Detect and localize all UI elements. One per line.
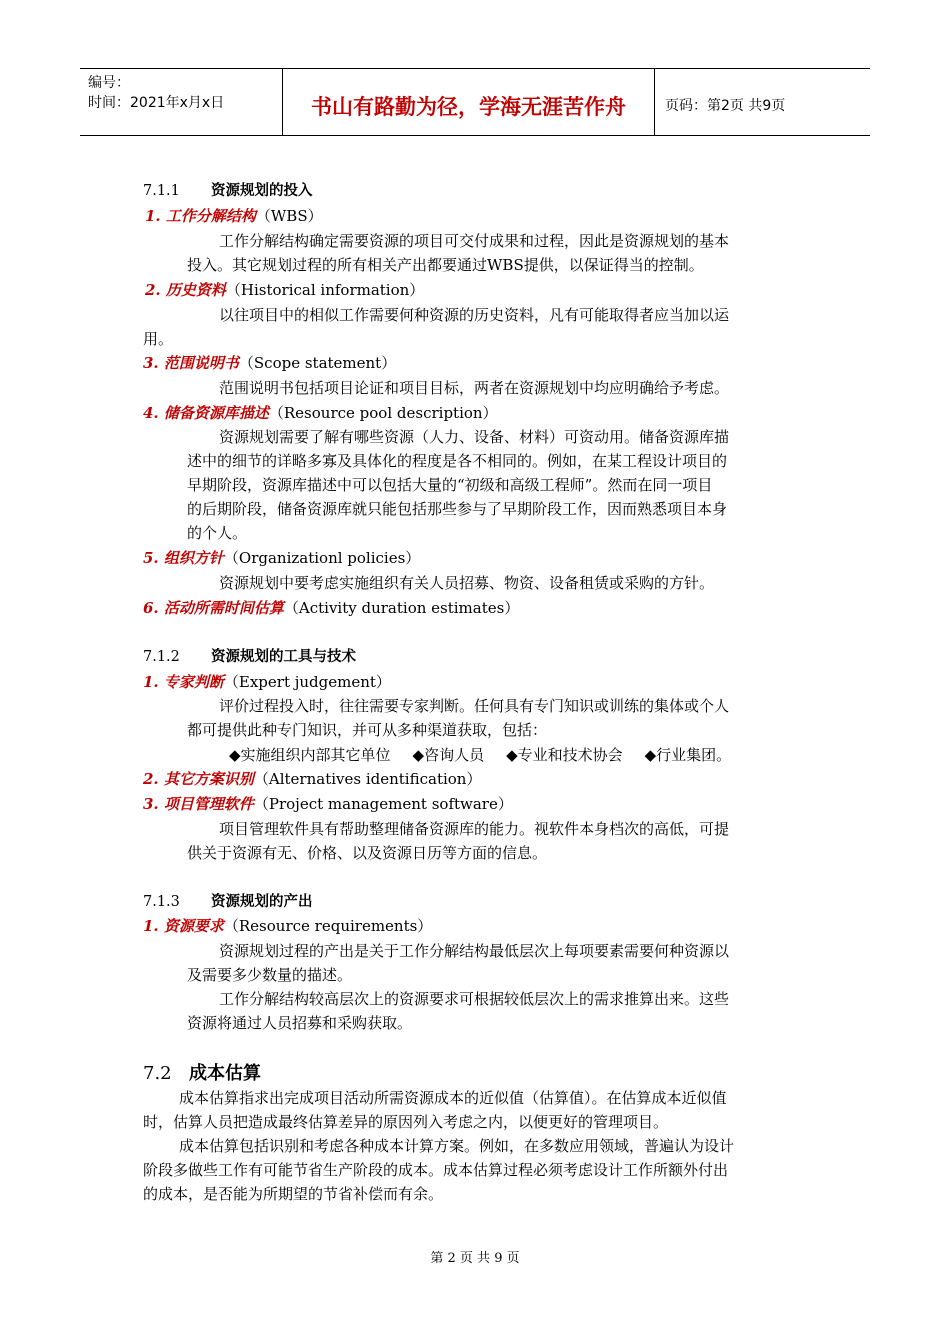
bullet-item: ◆行业集团。	[644, 746, 732, 764]
subsection-title: 资源规划的投入	[211, 182, 313, 199]
item-pm-software	[143, 793, 513, 815]
item-title: 2. 其它方案识别	[143, 770, 254, 788]
paragraph-line: 阶段多做些工作有可能节省生产阶段的成本。成本估算过程必须考虑设计工作所额外付出	[143, 1161, 729, 1179]
item-english: （Organizationl policies）	[223, 549, 421, 567]
page-header	[80, 68, 870, 136]
item-title: 1. 专家判断	[143, 673, 224, 691]
item-resource-pool	[143, 402, 498, 424]
subsection-title: 资源规划的产出	[211, 893, 313, 910]
item-english: （Resource requirements）	[223, 917, 433, 935]
paragraph-line: 资源规划需要了解有哪些资源（人力、设备、材料）可资动用。储备资源库描	[219, 428, 730, 446]
paragraph-line: 都可提供此种专门知识，并可从多种渠道获取，包括：	[187, 721, 548, 739]
item-english: （Scope statement）	[238, 354, 397, 372]
subsection-number: 7.1.1	[143, 183, 180, 199]
paragraph-line: 成本估算指求出完成项目活动所需资源成本的近似值（估算值）。在估算成本近似值	[179, 1089, 727, 1107]
item-title: 2. 历史资料	[145, 281, 226, 299]
paragraph-line: 项目管理软件具有帮助整理储备资源库的能力。视软件本身档次的高低，可提	[219, 820, 730, 838]
item-policies	[143, 547, 420, 569]
item-title: 6. 活动所需时间估算	[143, 599, 284, 617]
section-heading-7-2	[143, 1061, 261, 1087]
paragraph-line: 投入。其它规划过程的所有相关产出都要通过WBS提供，以保证得当的控制。	[187, 256, 704, 274]
paragraph-line: 工作分解结构确定需要资源的项目可交付成果和过程，因此是资源规划的基本	[219, 232, 730, 250]
paragraph-line: 范围说明书包括项目论证和项目目标，两者在资源规划中均应明确给予考虑。	[219, 379, 730, 397]
subsection-title: 资源规划的工具与技术	[211, 648, 356, 665]
paragraph-line: 述中的细节的详略多寡及具体化的程度是各不相同的。例如，在某工程设计项目的	[187, 452, 728, 470]
paragraph-line: 早期阶段，资源库描述中可以包括大量的“初级和高级工程师”。然而在同一项目	[187, 476, 713, 494]
item-title: 4. 储备资源库描述	[143, 404, 269, 422]
paragraph-line: 资源规划过程的产出是关于工作分解结构最低层次上每项要素需要何种资源以	[219, 942, 730, 960]
subsection-heading-7-1-2	[143, 646, 356, 668]
header-motto: 书山有路勤为径，学海无涯苦作舟	[283, 69, 655, 135]
paragraph-line: 资源规划中要考虑实施组织有关人员招募、物资、设备租赁或采购的方针。	[219, 574, 715, 592]
item-expert	[143, 671, 391, 693]
item-wbs	[145, 205, 323, 227]
item-english: （Historical information）	[225, 281, 425, 299]
bullet-item: ◆咨询人员	[412, 746, 485, 764]
subsection-number: 7.1.3	[143, 894, 180, 910]
paragraph-line: 供关于资源有无、价格、以及资源日历等方面的信息。	[187, 844, 548, 862]
bullet-list	[229, 744, 753, 766]
item-english: （Project management software）	[253, 795, 513, 813]
paragraph-line: 评价过程投入时，往往需要专家判断。任何具有专门知识或训练的集体或个人	[219, 697, 730, 715]
paragraph-line: 资源将通过人员招募和采购获取。	[187, 1014, 413, 1032]
paragraph-line: 的成本，是否能为所期望的节省补偿而有余。	[143, 1185, 444, 1203]
item-historical	[145, 279, 424, 301]
paragraph-line: 工作分解结构较高层次上的资源要求可根据较低层次上的需求推算出来。这些	[219, 990, 730, 1008]
item-resource-requirements	[143, 915, 432, 937]
paragraph-line: 以往项目中的相似工作需要何种资源的历史资料，凡有可能取得者应当加以运	[219, 306, 730, 324]
paragraph-line: 成本估算包括识别和考虑各种成本计算方案。例如，在多数应用领域，普遍认为设计	[179, 1137, 735, 1155]
item-scope	[143, 352, 396, 374]
item-title: 3. 项目管理软件	[143, 795, 254, 813]
subsection-number: 7.1.2	[143, 649, 180, 665]
bullet-item: ◆专业和技术协会	[506, 746, 623, 764]
section-number: 7.2	[143, 1063, 172, 1084]
paragraph-line: 用。	[143, 330, 174, 348]
item-title: 5. 组织方针	[143, 549, 224, 567]
item-english: （Activity duration estimates）	[283, 599, 520, 617]
bullet-item: ◆实施组织内部其它单位	[229, 746, 391, 764]
header-page-number: 页码：第2页 共9页	[665, 98, 786, 114]
item-title: 1. 工作分解结构	[145, 207, 256, 225]
page-footer: 第 2 页 共 9 页	[430, 1251, 520, 1266]
item-english: （WBS）	[255, 207, 323, 225]
item-english: （Resource pool description）	[268, 404, 498, 422]
header-meta	[80, 69, 283, 135]
item-english: （Alternatives identification）	[253, 770, 482, 788]
paragraph-line: 的个人。	[187, 524, 248, 542]
item-title: 1. 资源要求	[143, 917, 224, 935]
paragraph-line: 的后期阶段，储备资源库就只能包括那些参与了早期阶段工作，因而熟悉项目本身	[187, 500, 728, 518]
subsection-heading-7-1-3	[143, 891, 313, 913]
item-title: 3. 范围说明书	[143, 354, 239, 372]
header-serial: 编号：	[88, 75, 130, 91]
paragraph-line: 时，估算人员把造成最终估算差异的原因列入考虑之内，以便更好的管理项目。	[143, 1113, 669, 1131]
header-time: 时间：2021年x月x日	[88, 95, 225, 111]
item-duration	[143, 597, 519, 619]
item-alternatives	[143, 768, 481, 790]
subsection-heading-7-1-1	[143, 180, 313, 202]
section-title: 成本估算	[189, 1063, 261, 1084]
paragraph-line: 及需要多少数量的描述。	[187, 966, 353, 984]
item-english: （Expert judgement）	[223, 673, 391, 691]
